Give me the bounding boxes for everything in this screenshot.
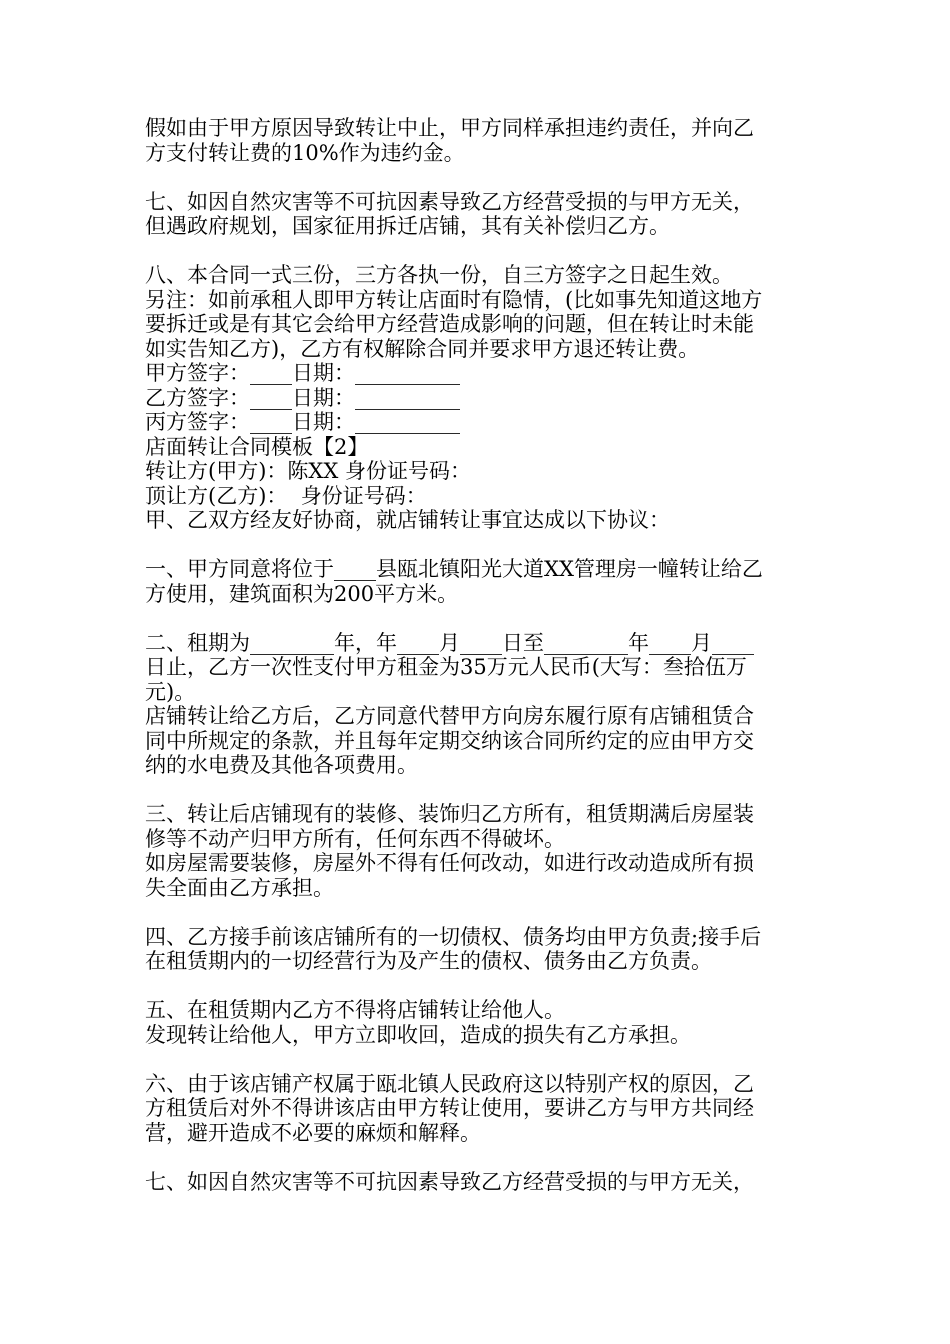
text-line: 转让方(甲方)：陈XX 身份证号码：	[145, 459, 471, 483]
text-line: 四、乙方接手前该店铺所有的一切债权、债务均由甲方负责;接手后	[145, 924, 762, 949]
text-line: 店面转让合同模板【2】	[145, 434, 369, 459]
blank-line	[145, 165, 815, 190]
blank-line	[145, 1047, 815, 1072]
text-line: 七、如因自然灾害等不可抗因素导致乙方经营受损的与甲方无关，	[145, 189, 754, 214]
blank-line	[145, 1145, 815, 1170]
text-line: 元)。	[145, 679, 196, 704]
blank-line	[145, 778, 815, 803]
text-line: 在租赁期内的一切经营行为及产生的债权、债务由乙方负责。	[145, 949, 712, 973]
blank-line	[145, 974, 815, 999]
text-line: 店铺转让给乙方后，乙方同意代替甲方向房东履行原有店铺租赁合	[145, 704, 754, 728]
text-line: 如房屋需要装修，房屋外不得有任何改动，如进行改动造成所有损	[145, 851, 754, 875]
text-line: 甲方签字：____日期：__________	[145, 361, 460, 385]
text-line: 发现转让给他人，甲方立即收回，造成的损失有乙方承担。	[145, 1022, 691, 1047]
text-line: 方租赁后对外不得讲该店由甲方转让使用，要讲乙方与甲方共同经	[145, 1096, 754, 1120]
text-line: 甲、乙双方经友好协商，就店铺转让事宜达成以下协议：	[145, 508, 670, 532]
blank-line	[145, 900, 815, 925]
text-line: 如实告知乙方)，乙方有权解除合同并要求甲方退还转让费。	[145, 336, 700, 361]
text-line: 纳的水电费及其他各项费用。	[145, 753, 418, 777]
text-line: 另注：如前承租人即甲方转让店面时有隐情，(比如事先知道这地方	[145, 287, 763, 312]
blank-line	[145, 239, 815, 264]
contract-text	[145, 116, 815, 1194]
text-line: 七、如因自然灾害等不可抗因素导致乙方经营受损的与甲方无关，	[145, 1169, 754, 1194]
blank-line	[145, 533, 815, 558]
text-line: 顶让方(乙方)： 身份证号码：	[145, 483, 427, 508]
text-line: 一、甲方同意将位于____县瓯北镇阳光大道XX管理房一幢转让给乙	[145, 557, 763, 581]
text-line: 方使用，建筑面积为200平方米。	[145, 581, 459, 606]
text-line: 乙方签字：____日期：__________	[145, 385, 460, 410]
text-line: 要拆迁或是有其它会给甲方经营造成影响的问题，但在转让时未能	[145, 312, 754, 336]
text-line: 失全面由乙方承担。	[145, 875, 334, 900]
text-line: 二、租期为________年，年____月____日至________年____月____	[145, 630, 754, 655]
text-line: 但遇政府规划，国家征用拆迁店铺，其有关补偿归乙方。	[145, 214, 670, 238]
text-line: 五、在租赁期内乙方不得将店铺转让给他人。	[145, 998, 565, 1022]
text-line: 三、转让后店铺现有的装修、装饰归乙方所有，租赁期满后房屋装	[145, 802, 754, 826]
text-line: 八、本合同一式三份，三方各执一份，自三方签字之日起生效。	[145, 263, 733, 287]
text-line: 六、由于该店铺产权属于瓯北镇人民政府这以特别产权的原因，乙	[145, 1071, 754, 1096]
text-line: 丙方签字：____日期：__________	[145, 410, 460, 434]
text-line: 假如由于甲方原因导致转让中止，甲方同样承担违约责任，并向乙	[145, 116, 754, 140]
text-line: 方支付转让费的10%作为违约金。	[145, 140, 465, 165]
text-line: 同中所规定的条款，并且每年定期交纳该合同所约定的应由甲方交	[145, 728, 754, 753]
blank-line	[145, 606, 815, 631]
text-line: 日止，乙方一次性支付甲方租金为35万元人民币(大写：叁拾伍万	[145, 655, 747, 679]
text-line: 营，避开造成不必要的麻烦和解释。	[145, 1120, 481, 1145]
text-line: 修等不动产归甲方所有，任何东西不得破坏。	[145, 826, 565, 851]
